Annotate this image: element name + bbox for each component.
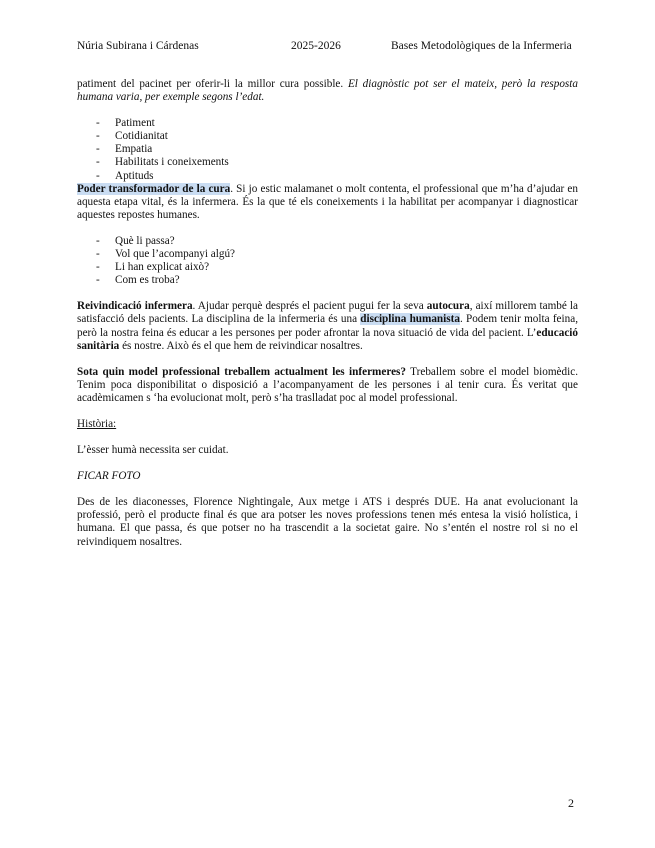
list-item: - Vol que l’acompanyi algú? <box>77 248 578 261</box>
model-paragraph <box>77 366 578 405</box>
intro-paragraph <box>77 78 578 104</box>
reivindicacio-text: . Ajudar perquè després el pacient pugui fer la seva <box>192 300 427 313</box>
reivindicacio-title: Reivindicació infermera <box>77 300 193 313</box>
list-questions <box>77 235 578 287</box>
ficar-foto-note <box>77 470 578 483</box>
poder-text: . Si jo estic malamanet o molt contenta, el professional que m’ha d’ajudar en aquesta etapa vital, és la infermera. És la que té els coneixements i la habilitat per acompanyar i diagnosticar aquestes repostes humanes. <box>77 182 578 221</box>
final-paragraph: Des de les diaconesses, Florence Nightingale, Aux metge i ATS i després DUE. Ha anat evolucionant la professió, però el producte final és que ara potser les noves professions tenen més entesa la visió holística, i humana. El que passa, és que potser no ha trascendit a la societat gaire. No s’entén el nostre rol si no el reivindiquem nosaltres. <box>77 496 578 548</box>
page-number: 2 <box>568 796 574 810</box>
autocura-term: autocura <box>426 300 470 313</box>
intro-italic: El diagnòstic pot ser el mateix, però la resposta humana varia, per exemple segons l’edat. <box>77 78 578 104</box>
model-question: Sota quin model professional treballem actualment les infermeres? <box>77 365 406 378</box>
header-subject: Bases Metodològiques de la Infermeria <box>391 40 572 52</box>
intro-text: patiment del pacinet per oferir-li la millor cura possible. <box>77 78 348 90</box>
list-item: - Habilitats i coneixements <box>77 156 578 169</box>
list-item: - Cotidianitat <box>77 130 578 143</box>
esser-paragraph: L’èsser humà necessita ser cuidat. <box>77 444 229 457</box>
header-year: 2025-2026 <box>291 40 341 52</box>
reivindicacio-text: és nostre. Això és el que hem de reivindicar nosaltres. <box>119 339 363 352</box>
list-item: - Com es troba? <box>77 274 578 287</box>
document-body <box>77 78 578 549</box>
model-text: Treballem sobre el model biomèdic. Tenim poca disponibilitat o disposició a l’acompanyament de les persones i al tenir cura. És veritat que acadèmicamen s ‘ha evolucionat molt, però s’ha traslladat poc al model professional. <box>77 365 578 404</box>
educacio-sanitaria-term: educació sanitària <box>77 326 578 352</box>
list-care-aspects <box>77 117 578 182</box>
poder-paragraph <box>77 183 578 222</box>
list-item: - Patiment <box>77 117 578 130</box>
reivindicacio-text: , així millorem també la satisfacció dels pacients. La disciplina de la infermeria és una <box>77 300 578 326</box>
list-item: - Empatia <box>77 143 578 156</box>
disciplina-humanista-term: disciplina humanista <box>360 313 460 326</box>
header-author: Núria Subirana i Cárdenas <box>77 40 199 52</box>
poder-title: Poder transformador de la cura <box>77 182 231 195</box>
ficar-foto-text: FICAR FOTO <box>77 470 141 483</box>
list-item: - Li han explicat això? <box>77 261 578 274</box>
reivindicacio-text: . Podem tenir molta feina, però la nostra feina és educar a les persones per poder afrontar la nova situació de vida del pacient. L’ <box>77 313 578 339</box>
reivindicacio-paragraph <box>77 300 578 352</box>
list-item: - Què li passa? <box>77 235 578 248</box>
list-item: - Aptituds <box>77 170 578 183</box>
historia-heading: Història: <box>77 417 117 430</box>
